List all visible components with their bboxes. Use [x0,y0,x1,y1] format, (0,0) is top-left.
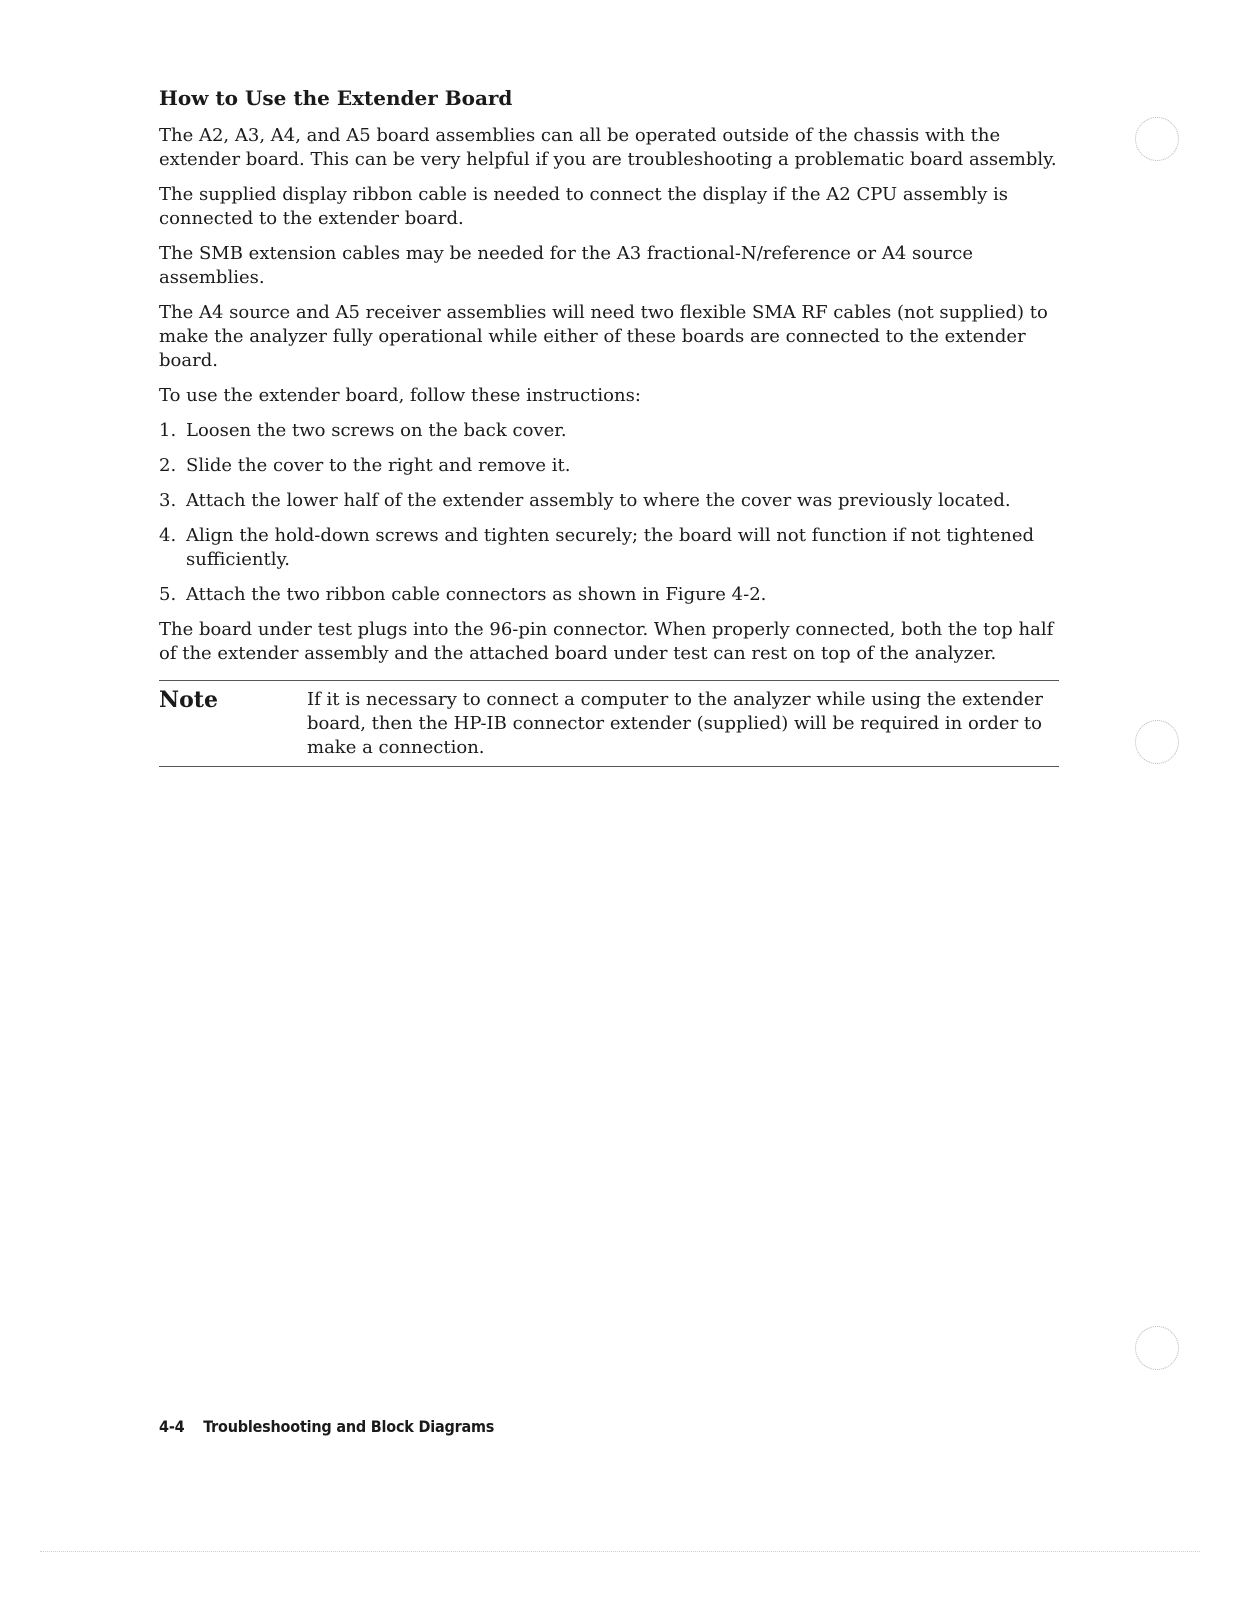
step-number: 2. [159,455,177,476]
instruction-steps [159,419,1059,607]
step-text: Attach the two ribbon cable connectors as shown in Figure 4-2. [186,584,767,605]
paragraph-smb-cables: The SMB extension cables may be needed for the A3 fractional-N/reference or A4 source assemblies. [159,243,974,288]
paragraph-sma-cables: The A4 source and A5 receiver assemblies will need two flexible SMA RF cables (not supplied) to make the analyzer fully operational while either of these boards are connected to the extender board. [159,302,1048,371]
list-item [159,419,1059,443]
binder-hole-icon [1135,1326,1179,1370]
page-number: 4-4 [159,1417,185,1436]
step-text: Loosen the two screws on the back cover. [186,420,567,441]
list-item [159,454,1059,478]
step-text: Slide the cover to the right and remove it. [186,455,571,476]
note-label: Note [159,687,218,713]
step-number: 5. [159,584,177,605]
chapter-title: Troubleshooting and Block Diagrams [203,1417,495,1436]
note-text: If it is necessary to connect a computer to the analyzer while using the extender board, then the HP-IB connector extender (supplied) will be required in order to make a connection. [307,689,1043,758]
step-text: Attach the lower half of the extender assembly to where the cover was previously located. [186,490,1011,511]
divider [40,1551,1200,1552]
step-number: 3. [159,490,177,511]
section-heading: How to Use the Extender Board [159,86,513,110]
page-footer [159,1417,494,1436]
paragraph-display-cable: The supplied display ribbon cable is needed to connect the display if the A2 CPU assembly is connected to the extender board. [159,184,1008,229]
list-item [159,489,1059,513]
paragraph-board-under-test: The board under test plugs into the 96-pin connector. When properly connected, both the top half of the extender assembly and the attached board under test can rest on top of the analyzer. [159,619,1054,664]
step-number: 1. [159,420,177,441]
step-text: Align the hold-down screws and tighten securely; the board will not function if not tightened sufficiently. [186,525,1035,570]
list-item [159,524,1059,572]
paragraph-instructions-intro: To use the extender board, follow these instructions: [159,385,641,406]
main-content [159,84,1059,767]
binder-hole-icon [1135,117,1179,161]
binder-hole-icon [1135,720,1179,764]
paragraph-intro: The A2, A3, A4, and A5 board assemblies can all be operated outside of the chassis with the extender board. This can be very helpful if you are troubleshooting a problematic board assembly. [159,125,1057,170]
list-item [159,583,1059,607]
step-number: 4. [159,525,177,546]
note-box [159,680,1059,767]
